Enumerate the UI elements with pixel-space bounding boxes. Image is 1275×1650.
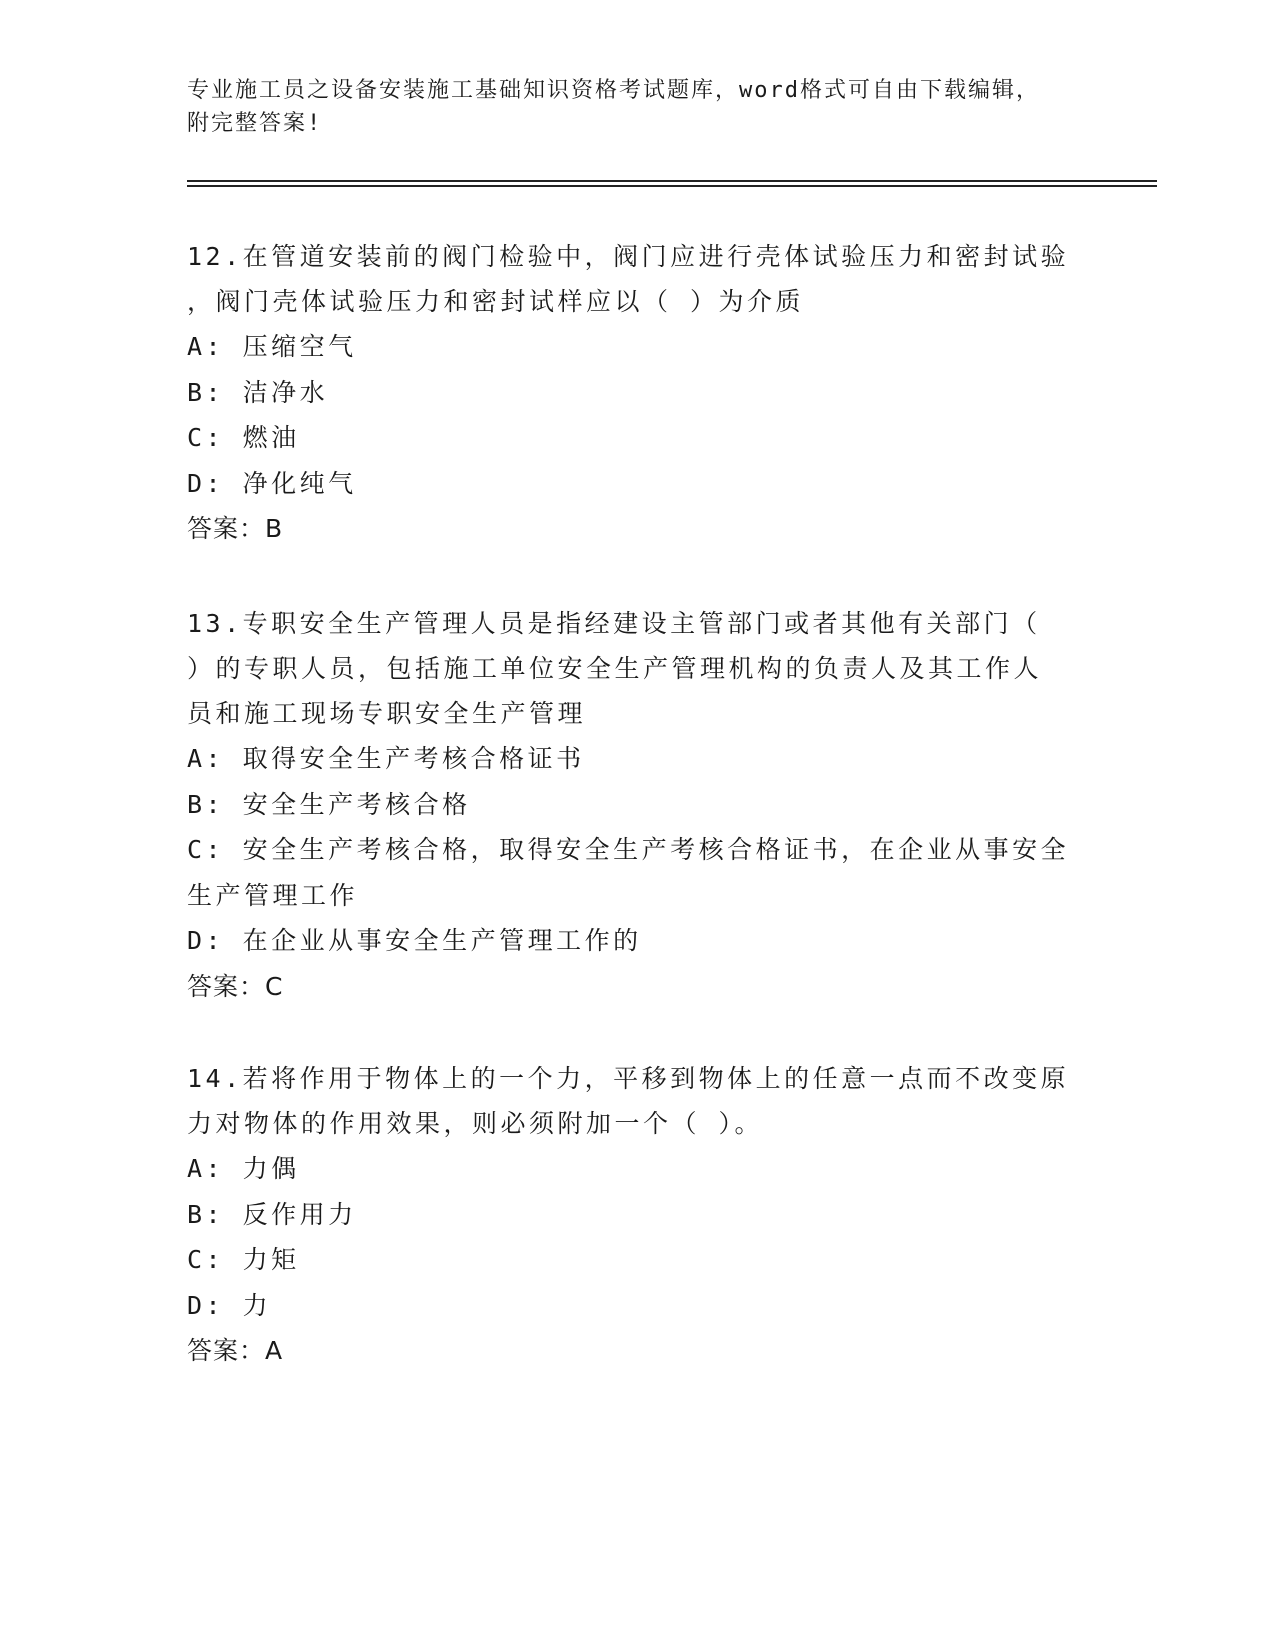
option-c-continued: 生产管理工作 [187, 880, 359, 910]
question-14 [187, 1056, 1087, 1374]
stem-line: ）的专职人员，包括施工单位安全生产管理机构的负责人及其工作人 [187, 654, 1043, 683]
stem-line: 14.若将作用于物体上的一个力，平移到物体上的任意一点而不改变原 [187, 1064, 1070, 1093]
option-d: D: 净化纯气 [187, 468, 357, 498]
stem-line: 力对物体的作用效果，则必须附加一个（ ）。 [187, 1109, 764, 1138]
answer-line: 答案：C [187, 971, 284, 1001]
option-b: B: 洁净水 [187, 377, 329, 407]
option-c: C: 燃油 [187, 423, 300, 452]
question-stem [187, 234, 1087, 324]
stem-line: 员和施工现场专职安全生产管理 [187, 699, 587, 728]
stem-line: 13.专职安全生产管理人员是指经建设主管部门或者其他有关部门（ [187, 609, 1041, 638]
option-c: C: 安全生产考核合格，取得安全生产考核合格证书，在企业从事安全 [187, 835, 1070, 864]
question-stem [187, 1056, 1087, 1146]
document-header [187, 74, 1057, 140]
option-b: B: 安全生产考核合格 [187, 789, 471, 819]
question-13 [187, 601, 1087, 1010]
option-d: D: 在企业从事安全生产管理工作的 [187, 926, 642, 955]
stem-line: 12.在管道安装前的阀门检验中，阀门应进行壳体试验压力和密封试验 [187, 242, 1070, 271]
answer-line: 答案：A [187, 1336, 284, 1365]
header-line-1: 专业施工员之设备安装施工基础知识资格考试题库，word格式可自由下载编辑， [187, 78, 1040, 103]
header-divider-top [187, 180, 1157, 182]
stem-line: ，阀门壳体试验压力和密封试样应以（ ）为介质 [187, 287, 805, 316]
option-a: A: 压缩空气 [187, 332, 357, 361]
header-line-2: 附完整答案! [187, 111, 323, 136]
option-a: A: 力偶 [187, 1154, 300, 1183]
header-divider-bottom [187, 185, 1157, 187]
option-b: B: 反作用力 [187, 1199, 357, 1229]
option-d: D: 力 [187, 1290, 272, 1320]
question-stem [187, 601, 1087, 736]
option-a: A: 取得安全生产考核合格证书 [187, 744, 585, 773]
option-c: C: 力矩 [187, 1245, 300, 1274]
answer-line: 答案：B [187, 514, 284, 543]
question-12 [187, 234, 1087, 552]
